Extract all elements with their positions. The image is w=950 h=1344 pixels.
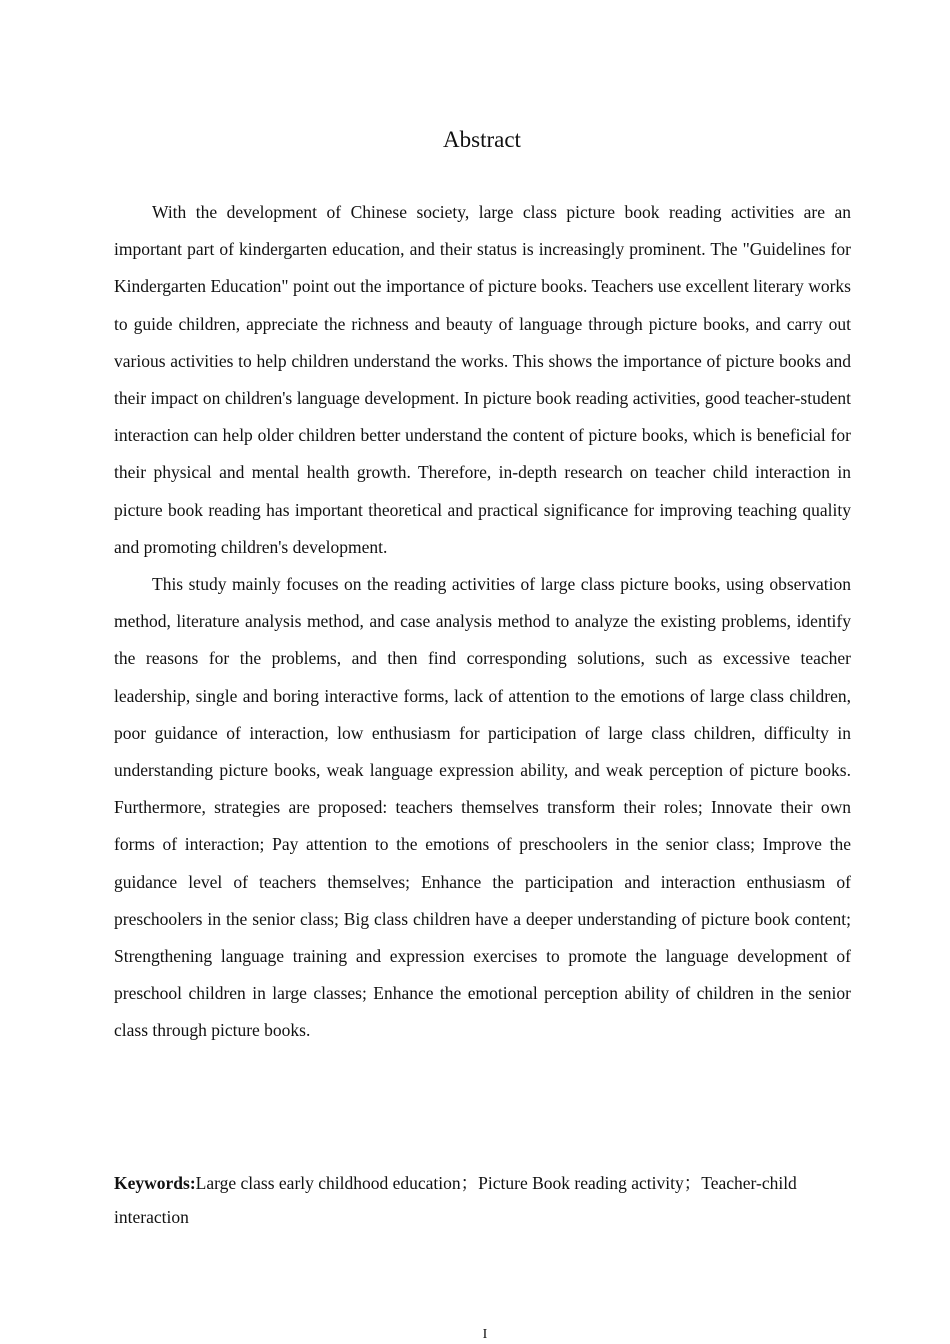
- keywords-label: Keywords:: [114, 1173, 196, 1193]
- abstract-title: Abstract: [443, 127, 521, 152]
- page-number: I: [482, 1327, 488, 1342]
- abstract-paragraph-2: This study mainly focuses on the reading activities of large class picture books, using observation method, literature analysis method, and case analysis method to analyze the existing problems, identify the reasons for the problems, and then find corresponding solutions, such as excessive teacher leadership, single and boring interactive forms, lack of attention to the emotions of large class children, poor guidance of interaction, low enthusiasm for participation of large class children, difficulty in understanding picture books, weak language expression ability, and weak perception of picture books. Furthermore, strategies are proposed: teachers themselves transform their roles; Innovate their own forms of interaction; Pay attention to the emotions of preschoolers in the senior class; Improve the guidance level of teachers themselves; Enhance the participation and interaction enthusiasm of preschoolers in the senior class; Big class children have a deeper understanding of picture book content; Strengthening language training and expression exercises to promote the language development of preschool children in large classes; Enhance the emotional perception ability of children in the senior class through picture books.: [114, 574, 851, 1041]
- abstract-body: [114, 194, 851, 1050]
- keywords-line: [114, 1166, 834, 1234]
- abstract-paragraph-1: With the development of Chinese society, large class picture book reading activities are an important part of kindergarten education, and their status is increasingly prominent. The "Guidelines for Kindergarten Education" point out the importance of picture books. Teachers use excellent literary works to guide children, appreciate the richness and beauty of language through picture books, and carry out various activities to help children understand the works. This shows the importance of picture books and their impact on children's language development. In picture book reading activities, good teacher-student interaction can help older children better understand the content of picture books, which is beneficial for their physical and mental health growth. Therefore, in-depth research on teacher child interaction in picture book reading has important theoretical and practical significance for improving teaching quality and promoting children's development.: [114, 202, 851, 557]
- keywords-text: Large class early childhood education；Picture Book reading activity；Teacher-child interaction: [114, 1173, 797, 1227]
